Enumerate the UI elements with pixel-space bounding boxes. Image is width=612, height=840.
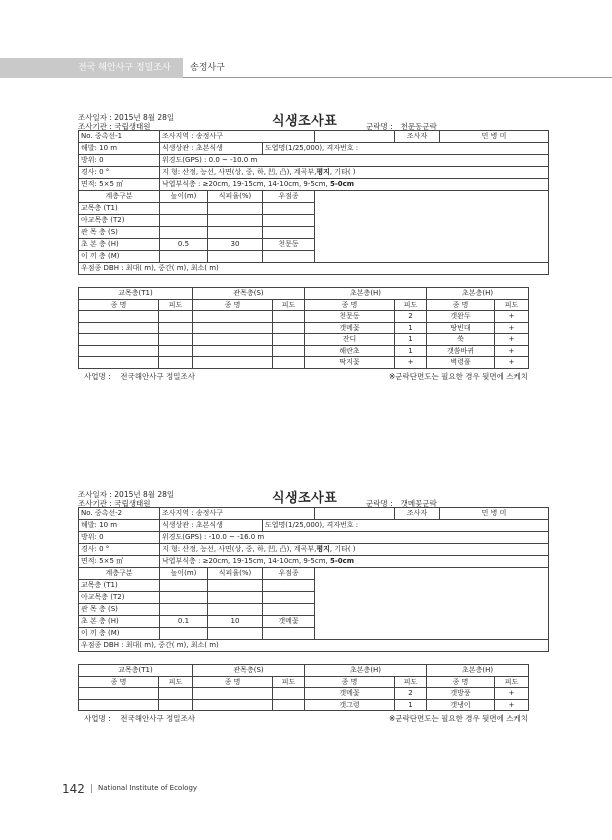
- gps-label: 위경도(GPS) :: [162, 156, 207, 164]
- density-header: 피도: [159, 676, 193, 688]
- community-label: 군락명 :: [366, 499, 393, 508]
- terrain: [160, 167, 549, 179]
- slope-label: 경사:: [81, 168, 97, 176]
- herb-species: 갯메꽃: [305, 322, 395, 334]
- layer-dominant: [263, 227, 315, 239]
- surveyor: 민 병 미: [440, 131, 549, 143]
- vegetation-label: 식생상관 :: [162, 521, 194, 529]
- herb-density: +: [495, 688, 529, 700]
- dominant-value: 갯메꽃: [278, 617, 299, 625]
- layer-name: [79, 604, 160, 616]
- group-herb: 초본층(H): [305, 665, 427, 677]
- slope: [79, 167, 160, 179]
- layer-dominant: [263, 251, 315, 263]
- table-row: [79, 311, 529, 323]
- dbh-row: 우점종 DBH : 최대( m), 중간( m), 최소( m): [79, 263, 549, 275]
- community-label: 군락명 :: [366, 122, 393, 131]
- layer-height: [160, 628, 208, 640]
- group-shrub: 관목층(S): [193, 288, 305, 300]
- region-label: 조사지역 :: [162, 132, 194, 140]
- layer-name: [79, 215, 160, 227]
- height-header: 높이(m): [160, 191, 208, 203]
- layer-row: [79, 203, 549, 215]
- layer-height: [160, 251, 208, 263]
- layer-cover: [208, 628, 263, 640]
- altitude: [79, 143, 160, 155]
- terrain-options: 지 형: 산정, 능선, 사면(상, 중, 하, 凹, 凸), 계곡부,: [162, 545, 317, 553]
- herb-species: 갯냉이: [427, 699, 495, 711]
- layer-label: 아교목층 (T2): [81, 216, 125, 224]
- herb-density: +: [495, 345, 529, 357]
- layer-height: [160, 239, 208, 251]
- layer-name: [79, 616, 160, 628]
- species-header: 종 명: [79, 676, 159, 688]
- layer-label: 아교목층 (T2): [81, 593, 125, 601]
- altitude-label: 해발:: [81, 144, 97, 152]
- layer-name: [79, 580, 160, 592]
- species-header: 종 명: [193, 676, 273, 688]
- layer-dominant: [263, 628, 315, 640]
- density-header: 피도: [395, 676, 427, 688]
- layer-label: 초 본 층 (H): [81, 240, 119, 248]
- layer-dominant: [263, 580, 315, 592]
- header-rule: [183, 77, 612, 78]
- herb-species: 땅빈대: [427, 322, 495, 334]
- layer-header: 계층구분: [79, 191, 160, 203]
- layer-cover: [208, 616, 263, 628]
- layer-cover: [208, 239, 263, 251]
- leaf-options: 낙엽부식층 : ≥20cm, 19-15cm, 14-10cm, 9-5cm,: [162, 557, 328, 565]
- survey-date: 조사일자 : 2015년 8월 28일: [78, 490, 175, 499]
- leaf-selected: 5-0cm: [330, 180, 355, 188]
- cover-header: 식피율(%): [208, 191, 263, 203]
- layer-cover: [208, 251, 263, 263]
- herb-density: 1: [395, 334, 427, 346]
- layer-dominant: [263, 215, 315, 227]
- group-shrub: 관목층(S): [193, 665, 305, 677]
- area-value: 5×5 ㎡: [99, 180, 124, 188]
- footer-separator: [91, 784, 92, 793]
- gps: [160, 532, 549, 544]
- group-tree: 교목층(T1): [79, 288, 193, 300]
- density-header: 피도: [273, 299, 305, 311]
- plot-number: [79, 131, 160, 143]
- herb-density: 1: [395, 345, 427, 357]
- leaf-litter: [160, 179, 549, 191]
- species-header: 종 명: [305, 299, 395, 311]
- height-value: 0.5: [177, 240, 190, 248]
- business-name: [84, 713, 195, 724]
- slope-value: 0 °: [99, 545, 110, 553]
- herb-density: +: [495, 357, 529, 369]
- herb-species: 천문동: [305, 311, 395, 323]
- survey-region: [160, 508, 315, 520]
- table-row: [79, 334, 529, 346]
- plot-number: [79, 508, 160, 520]
- layer-cover: [208, 592, 263, 604]
- sketch-note: ※군락단면도는 필요한 경우 뒷면에 스케치: [389, 714, 528, 723]
- layer-height: [160, 215, 208, 227]
- survey-table: [78, 130, 549, 275]
- group-herb-2: 초본층(H): [427, 288, 529, 300]
- species-header: 종 명: [79, 299, 159, 311]
- herb-species: 잔디: [305, 334, 395, 346]
- layer-cover: [208, 580, 263, 592]
- table-row: [79, 699, 529, 711]
- herb-species: 갯씀바귀: [427, 345, 495, 357]
- species-table: [78, 287, 529, 369]
- layer-height: [160, 203, 208, 215]
- herb-species: 딱지꽃: [305, 357, 395, 369]
- layer-label: 초 본 층 (H): [81, 617, 119, 625]
- aspect-label: 방위:: [81, 156, 97, 164]
- plot-number-value: 중촉선-2: [94, 509, 123, 517]
- herb-species: 해란초: [305, 345, 395, 357]
- footer-org: National Institute of Ecology: [98, 784, 198, 792]
- herb-species: 갯메꽃: [305, 688, 395, 700]
- survey-org: 조사기관 : 국립생태원: [78, 122, 151, 131]
- herb-species: 갯방풍: [427, 688, 495, 700]
- no-label: No.: [81, 509, 93, 517]
- layer-cover: [208, 604, 263, 616]
- business-name: [84, 371, 195, 382]
- species-header: 종 명: [427, 676, 495, 688]
- gps: [160, 155, 549, 167]
- layer-label: 관 목 층 (S): [81, 228, 118, 236]
- vegetation: [160, 143, 263, 155]
- terrain: [160, 544, 549, 556]
- table-row: [79, 357, 529, 369]
- region-label: 조사지역 :: [162, 509, 194, 517]
- survey-date: 조사일자 : 2015년 8월 28일: [78, 113, 175, 122]
- herb-species: 벽령풀: [427, 357, 495, 369]
- terrain-selected: 평지: [316, 545, 330, 553]
- herb-density: 1: [395, 699, 427, 711]
- map-grid: 도엽명(1/25,000), 격자번호 :: [263, 520, 549, 532]
- layer-height: [160, 592, 208, 604]
- area: [79, 556, 160, 568]
- survey-table: [78, 507, 549, 652]
- layer-row: [79, 251, 549, 263]
- aspect: [79, 532, 160, 544]
- cover-value: 10: [230, 617, 240, 625]
- cover-header: 식피율(%): [208, 568, 263, 580]
- dominant-header: 우점종: [263, 191, 315, 203]
- layer-row: [79, 604, 549, 616]
- group-tree: 교목층(T1): [79, 665, 193, 677]
- aspect: [79, 155, 160, 167]
- table-row: [79, 345, 529, 357]
- surveyor-label-text: 조사자: [406, 132, 428, 140]
- survey-region: [160, 131, 315, 143]
- layer-label: 교목층 (T1): [81, 581, 118, 589]
- area: [79, 179, 160, 191]
- dominant-header: 우점종: [263, 568, 315, 580]
- leaf-litter: [160, 556, 549, 568]
- herb-density: +: [495, 334, 529, 346]
- species-header: 종 명: [193, 299, 273, 311]
- gps-label: 위경도(GPS) :: [162, 533, 207, 541]
- layer-name: [79, 239, 160, 251]
- table-row: [79, 322, 529, 334]
- slope: [79, 544, 160, 556]
- vegetation-value: 초본식생: [195, 144, 223, 152]
- layer-label: 이 끼 층 (M): [81, 252, 120, 260]
- layer-dominant: [263, 203, 315, 215]
- gps-value: 0.0 ~ -10.0 m: [208, 156, 258, 164]
- herb-density: 2: [395, 311, 427, 323]
- vegetation-value: 초본식생: [195, 521, 223, 529]
- leaf-options: 낙엽부식층 : ≥20cm, 19-15cm, 14-10cm, 9-5cm,: [162, 180, 328, 188]
- herb-density: 2: [395, 688, 427, 700]
- dbh-row: 우점종 DBH : 최대( m), 중간( m), 최소( m): [79, 640, 549, 652]
- layer-height: [160, 227, 208, 239]
- layer-label: 이 끼 층 (M): [81, 629, 120, 637]
- herb-density: +: [395, 357, 427, 369]
- density-header: 피도: [395, 299, 427, 311]
- layer-name: [79, 628, 160, 640]
- layer-dominant: [263, 239, 315, 251]
- no-label: No.: [81, 132, 93, 140]
- terrain-other: , 기타( ): [329, 545, 356, 553]
- section-tag: 전국 해안사구 정밀조사: [0, 58, 183, 78]
- region-value: 송정사구: [195, 509, 223, 517]
- layer-row: [79, 239, 549, 251]
- leaf-selected: 5-0cm: [330, 557, 355, 565]
- aspect-value: 0: [99, 533, 104, 541]
- altitude-value: 10 m: [99, 521, 118, 529]
- altitude-value: 10 m: [99, 144, 118, 152]
- layer-name: [79, 203, 160, 215]
- layer-row: [79, 628, 549, 640]
- terrain-selected: 평지: [316, 168, 330, 176]
- layer-dominant: [263, 604, 315, 616]
- surveyor-label: [395, 508, 440, 520]
- species-table: [78, 664, 529, 711]
- vegetation: [160, 520, 263, 532]
- page-number: 142: [62, 782, 85, 796]
- layer-name: [79, 227, 160, 239]
- cover-value: 30: [230, 240, 240, 248]
- layer-name: [79, 592, 160, 604]
- altitude: [79, 520, 160, 532]
- survey-org: 조사기관 : 국립생태원: [78, 499, 151, 508]
- herb-density: +: [495, 311, 529, 323]
- height-value: 0.1: [177, 617, 190, 625]
- layer-row: [79, 215, 549, 227]
- business-label: 사업명 :: [84, 714, 111, 723]
- density-header: 피도: [159, 299, 193, 311]
- area-label: 면적:: [81, 557, 97, 565]
- aspect-label: 방위:: [81, 533, 97, 541]
- terrain-options: 지 형: 산정, 능선, 사면(상, 중, 하, 凹, 凸), 계곡부,: [162, 168, 317, 176]
- layer-cover: [208, 227, 263, 239]
- section-subtitle: 송정사구: [190, 63, 225, 73]
- species-header: 종 명: [427, 299, 495, 311]
- species-header: 종 명: [305, 676, 395, 688]
- area-label: 면적:: [81, 180, 97, 188]
- business-value: 전국해안사구 정밀조사: [120, 371, 196, 381]
- form-title: 식생조사표: [272, 491, 338, 506]
- sketch-note: ※군락단면도는 필요한 경우 뒷면에 스케치: [389, 371, 528, 381]
- herb-density: +: [495, 322, 529, 334]
- form-title: 식생조사표: [272, 114, 338, 129]
- density-header: 피도: [273, 676, 305, 688]
- table-row: [79, 688, 529, 700]
- terrain-other: , 기타( ): [329, 168, 356, 176]
- layer-name: [79, 251, 160, 263]
- layer-header: 계층구분: [79, 568, 160, 580]
- aspect-value: 0: [99, 156, 104, 164]
- layer-row: [79, 592, 549, 604]
- business-label: 사업명 :: [84, 371, 111, 381]
- height-header: 높이(m): [160, 568, 208, 580]
- herb-density: +: [495, 699, 529, 711]
- layer-cover: [208, 215, 263, 227]
- herb-density: 1: [395, 322, 427, 334]
- community-name: 천문동군락: [400, 122, 437, 131]
- layer-dominant: [263, 616, 315, 628]
- dominant-value: 천문동: [278, 240, 299, 248]
- altitude-label: 해발:: [81, 521, 97, 529]
- layer-height: [160, 580, 208, 592]
- region-value: 송정사구: [195, 132, 223, 140]
- layer-height: [160, 604, 208, 616]
- community-name: 갯메꽃군락: [400, 499, 437, 508]
- layer-label: 교목층 (T1): [81, 204, 118, 212]
- layer-row: [79, 227, 549, 239]
- surveyor-label-text: 조사자: [406, 509, 428, 517]
- herb-species: 쑥: [427, 334, 495, 346]
- surveyor-label: [395, 131, 440, 143]
- group-herb: 초본층(H): [305, 288, 427, 300]
- layer-height: [160, 616, 208, 628]
- surveyor: 민 병 미: [440, 508, 549, 520]
- layer-row: [79, 580, 549, 592]
- map-grid: 도엽명(1/25,000), 격자번호 :: [263, 143, 549, 155]
- group-herb-2: 초본층(H): [427, 665, 529, 677]
- density-header: 피도: [495, 676, 529, 688]
- herb-species: 갯그령: [305, 699, 395, 711]
- business-value: 전국해안사구 정밀조사: [120, 714, 196, 723]
- layer-dominant: [263, 592, 315, 604]
- slope-label: 경사:: [81, 545, 97, 553]
- layer-cover: [208, 203, 263, 215]
- density-header: 피도: [495, 299, 529, 311]
- layer-label: 관 목 층 (S): [81, 605, 118, 613]
- slope-value: 0 °: [99, 168, 110, 176]
- gps-value: -10.0 ~ -16.0 m: [208, 533, 265, 541]
- area-value: 5×5 ㎡: [99, 557, 124, 565]
- vegetation-label: 식생상관 :: [162, 144, 194, 152]
- running-header: [0, 58, 612, 78]
- layer-row: [79, 616, 549, 628]
- plot-number-value: 중촉선-1: [94, 132, 123, 140]
- herb-species: 갯완두: [427, 311, 495, 323]
